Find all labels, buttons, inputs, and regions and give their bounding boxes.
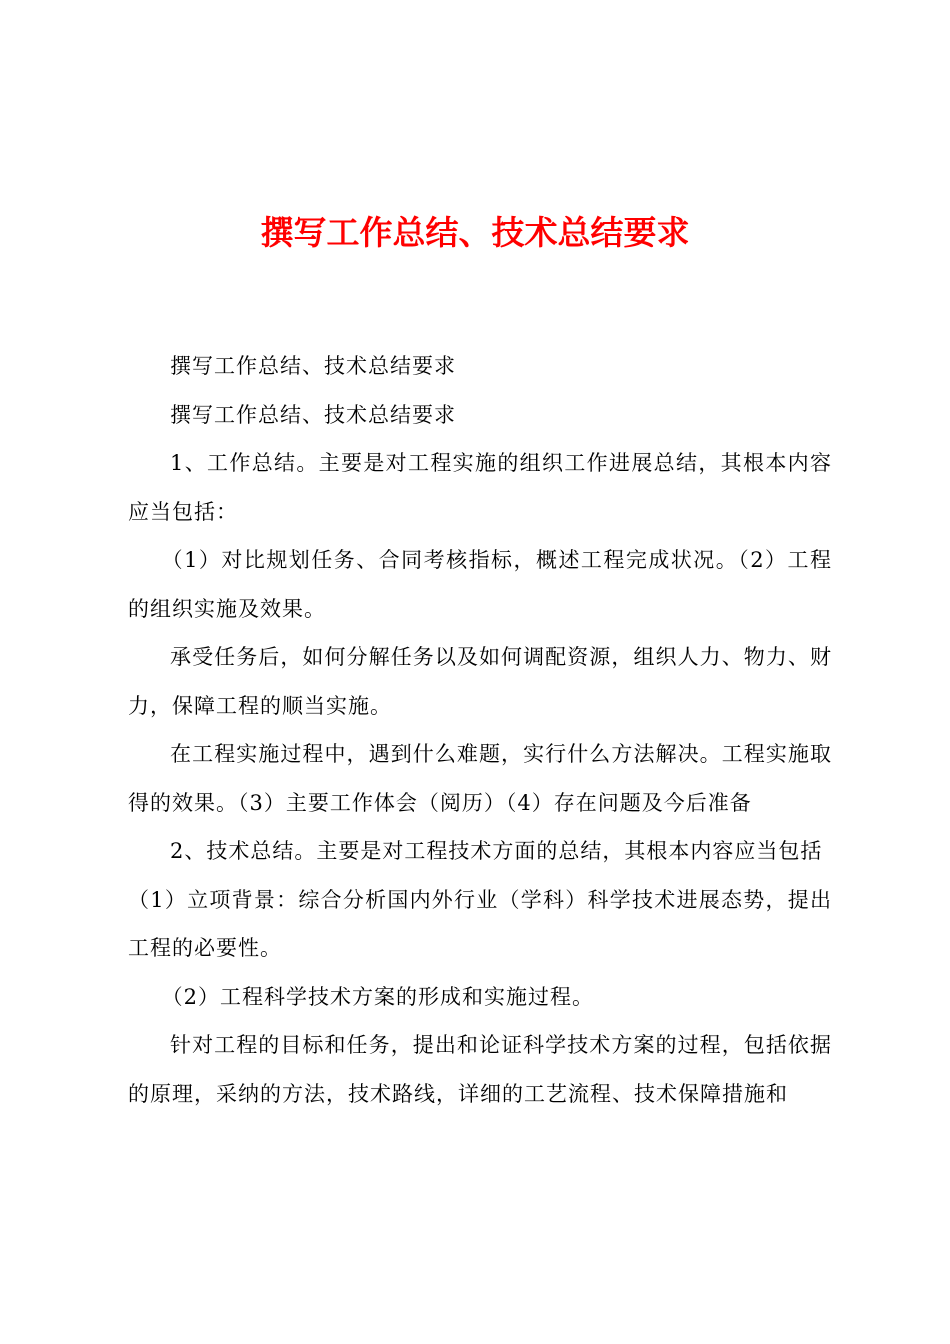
paragraph: （1）对比规划任务、合同考核指标，概述工程完成状况。（2）工程的组织实施及效果。 [128,548,832,621]
paragraph: 2、技术总结。主要是对工程技术方面的总结，其根本内容应当包括 [170,839,823,863]
paragraph: 针对工程的目标和任务，提出和论证科学技术方案的过程，包括依据的原理，采纳的方法，技术路线，详细的工艺流程、技术保障措施和 [128,1033,832,1106]
document-title: 撰写工作总结、技术总结要求 [260,213,690,252]
document-body [128,342,832,1118]
paragraph: 1、工作总结。主要是对工程实施的组织工作进展总结，其根本内容应当包括： [128,451,832,524]
paragraph: 撰写工作总结、技术总结要求 [170,402,456,427]
paragraph: （1）立项背景：综合分析国内外行业（学科）科学技术进展态势，提出工程的必要性。 [128,887,832,960]
paragraph: 承受任务后，如何分解任务以及如何调配资源，组织人力、物力、财力，保障工程的顺当实施。 [128,645,832,718]
paragraph: （2）工程科学技术方案的形成和实施过程。 [161,984,594,1009]
paragraph: 撰写工作总结、技术总结要求 [170,354,456,378]
paragraph: 在工程实施过程中，遇到什么难题，实行什么方法解决。工程实施取得的效果。（3）主要工作体会（阅历）（4）存在问题及今后准备 [128,742,832,815]
